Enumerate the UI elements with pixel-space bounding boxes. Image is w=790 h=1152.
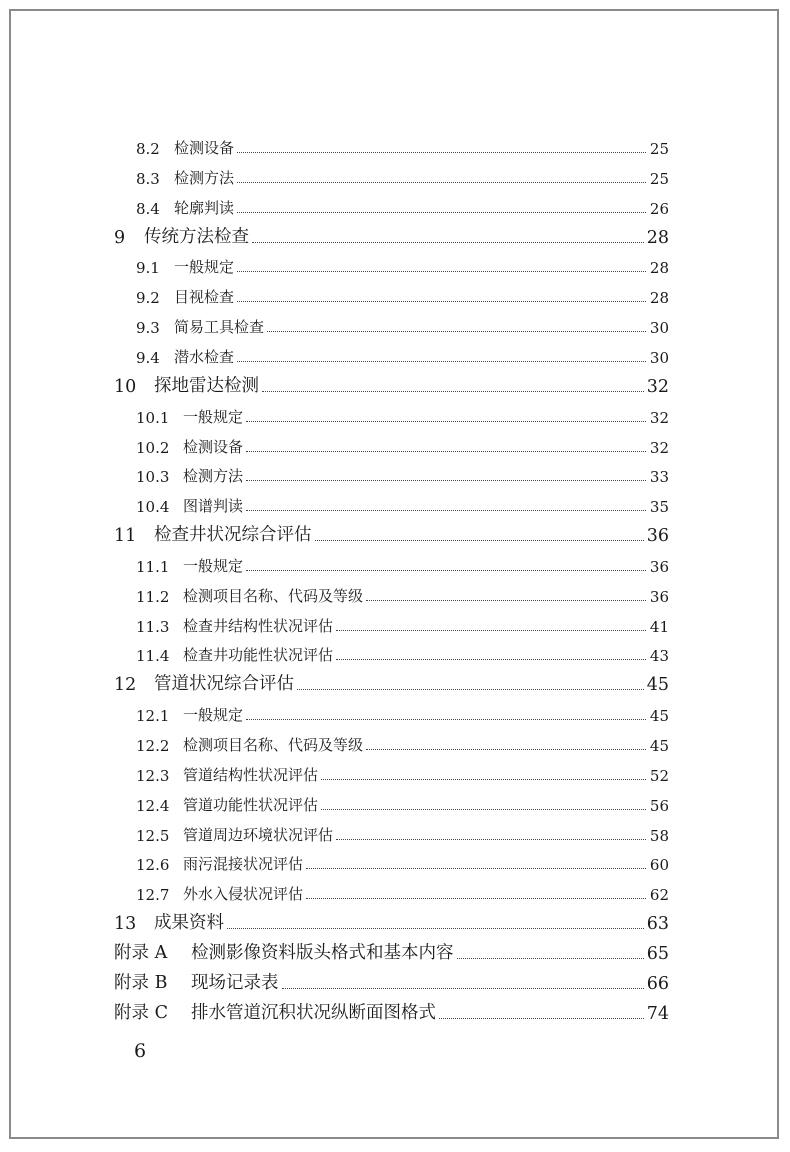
toc-entry <box>136 606 669 636</box>
toc-dot-leader <box>237 182 646 183</box>
toc-dot-leader <box>267 331 646 332</box>
toc-dot-leader <box>237 361 646 362</box>
toc-entry <box>114 934 669 964</box>
toc-entry-title: 一般规定 <box>183 556 244 575</box>
toc-entry-page: 28 <box>646 227 669 248</box>
toc-entry-title: 雨污混接状况评估 <box>183 855 304 874</box>
toc-entry-number: 10.2 <box>136 438 170 457</box>
toc-entry-title: 外水入侵状况评估 <box>183 885 304 904</box>
toc-entry <box>114 964 669 994</box>
toc-entry <box>136 456 669 486</box>
toc-entry-title: 管道结构性状况评估 <box>183 765 319 784</box>
toc-entry-title: 现场记录表 <box>191 972 279 993</box>
toc-entry-title: 一般规定 <box>183 407 244 426</box>
toc-entry-title: 潜水检查 <box>174 347 235 366</box>
toc-dot-leader <box>237 212 646 213</box>
toc-entry <box>136 247 669 277</box>
toc-entry <box>136 844 669 874</box>
toc-entry-page: 58 <box>649 826 669 845</box>
toc-entry-number: 9 <box>114 227 126 248</box>
toc-entry-page: 62 <box>649 886 669 905</box>
toc-entry-number: 12.6 <box>136 856 170 875</box>
toc-entry-page: 52 <box>649 766 669 785</box>
toc-entry <box>136 188 669 218</box>
toc-entry-number: 8.2 <box>136 140 160 158</box>
toc-entry-page: 25 <box>649 140 669 158</box>
toc-entry-title: 检查井结构性状况评估 <box>183 616 334 635</box>
toc-dot-leader <box>246 570 646 571</box>
toc-entry-page: 36 <box>646 526 669 547</box>
toc-dot-leader <box>237 152 646 153</box>
toc-entry-title: 传统方法检查 <box>144 226 249 247</box>
toc-dot-leader <box>336 630 646 631</box>
toc-dot-leader <box>315 540 644 541</box>
toc-entry-title: 管道周边环境状况评估 <box>183 825 334 844</box>
toc-dot-leader <box>336 659 646 660</box>
toc-entry-page: 60 <box>649 856 669 875</box>
toc-entry-title: 检测方法 <box>174 168 235 187</box>
toc-entry <box>136 815 669 845</box>
toc-entry-title: 成果资料 <box>154 913 224 934</box>
toc-entry-page: 43 <box>649 647 669 666</box>
toc-entry <box>136 755 669 785</box>
toc-entry <box>114 665 669 695</box>
toc-entry-page: 32 <box>649 438 669 457</box>
toc-dot-leader <box>336 839 646 840</box>
toc-entry-number: 8.3 <box>136 169 160 188</box>
toc-dot-leader <box>246 421 646 422</box>
toc-dot-leader <box>439 1018 644 1019</box>
toc-dot-leader <box>246 719 646 720</box>
toc-entry-page: 30 <box>649 319 669 338</box>
toc-entry-page: 28 <box>649 289 669 308</box>
toc-entry <box>136 874 669 904</box>
toc-entry-number: 10.1 <box>136 408 170 427</box>
toc-dot-leader <box>321 779 646 780</box>
toc-entry <box>136 307 669 337</box>
toc-entry <box>136 725 669 755</box>
toc-dot-leader <box>237 271 646 272</box>
toc-entry-title: 一般规定 <box>183 706 244 725</box>
toc-entry-number: 13 <box>114 914 137 935</box>
toc-entry <box>136 277 669 307</box>
toc-entry-page: 26 <box>649 199 669 218</box>
toc-entry-page: 74 <box>646 1003 669 1024</box>
toc-dot-leader <box>457 958 644 959</box>
toc-entry-number: 12.1 <box>136 707 170 726</box>
toc-entry-page: 25 <box>649 169 669 188</box>
toc-entry-number: 11.1 <box>136 557 170 576</box>
toc-entry <box>114 904 669 934</box>
toc-entry-title: 管道功能性状况评估 <box>183 795 319 814</box>
toc-entry-title: 检测项目名称、代码及等级 <box>183 736 364 754</box>
toc-entry <box>136 128 669 158</box>
toc-entry <box>136 635 669 665</box>
toc-entry-title: 检查井状况综合评估 <box>154 525 312 546</box>
toc-entry-page: 33 <box>649 468 669 487</box>
toc-entry-title: 检测方法 <box>183 467 244 486</box>
toc-dot-leader <box>306 898 646 899</box>
toc-dot-leader <box>297 689 644 690</box>
toc-entry-number: 11.3 <box>136 617 170 636</box>
toc-entry <box>136 397 669 427</box>
toc-entry-page: 45 <box>649 707 669 726</box>
toc-entry-page: 28 <box>649 259 669 278</box>
toc-entry-number: 9.4 <box>136 348 160 367</box>
toc-entry-number: 10.3 <box>136 468 170 487</box>
toc-entry <box>136 486 669 516</box>
toc-dot-leader <box>262 391 644 392</box>
toc-entry-number: 9.3 <box>136 319 160 338</box>
toc-entry <box>114 994 669 1024</box>
toc-entry-page: 45 <box>646 675 669 696</box>
toc-entry-title: 目视检查 <box>174 288 235 307</box>
toc-entry <box>114 516 669 546</box>
toc-entry-page: 32 <box>649 408 669 427</box>
toc-entry-title: 检测设备 <box>174 139 235 157</box>
toc-entry-number: 11 <box>114 526 137 547</box>
toc-dot-leader <box>227 928 644 929</box>
toc-dot-leader <box>366 600 646 601</box>
toc-entry-number: 8.4 <box>136 199 160 218</box>
toc-entry-title: 图谱判读 <box>183 497 244 516</box>
toc-entry-number: 9.1 <box>136 259 160 278</box>
toc-entry-title: 管道状况综合评估 <box>154 674 294 695</box>
toc-entry-number: 12.5 <box>136 826 170 845</box>
toc-entry-number: 12.2 <box>136 737 170 755</box>
toc-entry <box>114 218 669 248</box>
toc-entry-title: 探地雷达检测 <box>154 375 259 396</box>
toc-dot-leader <box>252 242 644 243</box>
toc-entry-number: 10 <box>114 376 137 397</box>
toc-entry <box>136 785 669 815</box>
toc-entry-number: 12.4 <box>136 796 170 815</box>
toc-entry <box>136 158 669 188</box>
toc-dot-leader <box>321 809 646 810</box>
toc-entry-number: 9.2 <box>136 289 160 308</box>
toc-entry-title: 轮廓判读 <box>174 198 235 217</box>
toc-entry-number: 11.2 <box>136 587 170 606</box>
toc-dot-leader <box>366 749 646 750</box>
toc-entry-title: 检测影像资料版头格式和基本内容 <box>191 942 454 963</box>
toc-entry <box>136 337 669 367</box>
toc-dot-leader <box>246 451 646 452</box>
toc-entry-number: 附录 B <box>114 972 168 993</box>
toc-entry-page: 63 <box>646 914 669 935</box>
toc-entry-page: 36 <box>649 587 669 606</box>
toc-dot-leader <box>282 988 644 989</box>
page-number: 6 <box>134 1040 147 1062</box>
toc-entry-title: 排水管道沉积状况纵断面图格式 <box>191 1002 436 1023</box>
toc-entry-number: 附录 C <box>114 1002 168 1023</box>
toc-entry-number: 11.4 <box>136 647 170 666</box>
toc-entry-number: 10.4 <box>136 498 170 517</box>
toc-entry-page: 30 <box>649 348 669 367</box>
toc-entry-page: 45 <box>649 737 669 755</box>
toc-entry-number: 12 <box>114 675 137 696</box>
toc-entry-page: 36 <box>649 557 669 576</box>
toc-entry <box>136 427 669 457</box>
toc-entry-page: 56 <box>649 796 669 815</box>
toc-entry-title: 简易工具检查 <box>174 318 265 337</box>
toc-dot-leader <box>246 510 646 511</box>
toc-entry <box>114 367 669 397</box>
toc-entry-page: 32 <box>646 376 669 397</box>
toc-entry-number: 12.7 <box>136 886 170 905</box>
toc-entry-number: 附录 A <box>114 942 168 963</box>
toc-dot-leader <box>237 301 646 302</box>
toc-entry-number: 12.3 <box>136 766 170 785</box>
toc-entry <box>136 695 669 725</box>
toc-entry-title: 检测项目名称、代码及等级 <box>183 586 364 605</box>
toc-entry <box>136 546 669 576</box>
toc-entry-page: 35 <box>649 498 669 517</box>
toc-entry-title: 一般规定 <box>174 258 235 277</box>
toc-entry-title: 检测设备 <box>183 437 244 456</box>
toc-dot-leader <box>246 480 646 481</box>
toc-entry-page: 65 <box>646 943 669 964</box>
toc-entry-page: 41 <box>649 617 669 636</box>
toc-entry <box>136 576 669 606</box>
toc-entry-page: 66 <box>646 973 669 994</box>
toc-dot-leader <box>306 868 646 869</box>
toc-entry-title: 检查井功能性状况评估 <box>183 646 334 665</box>
